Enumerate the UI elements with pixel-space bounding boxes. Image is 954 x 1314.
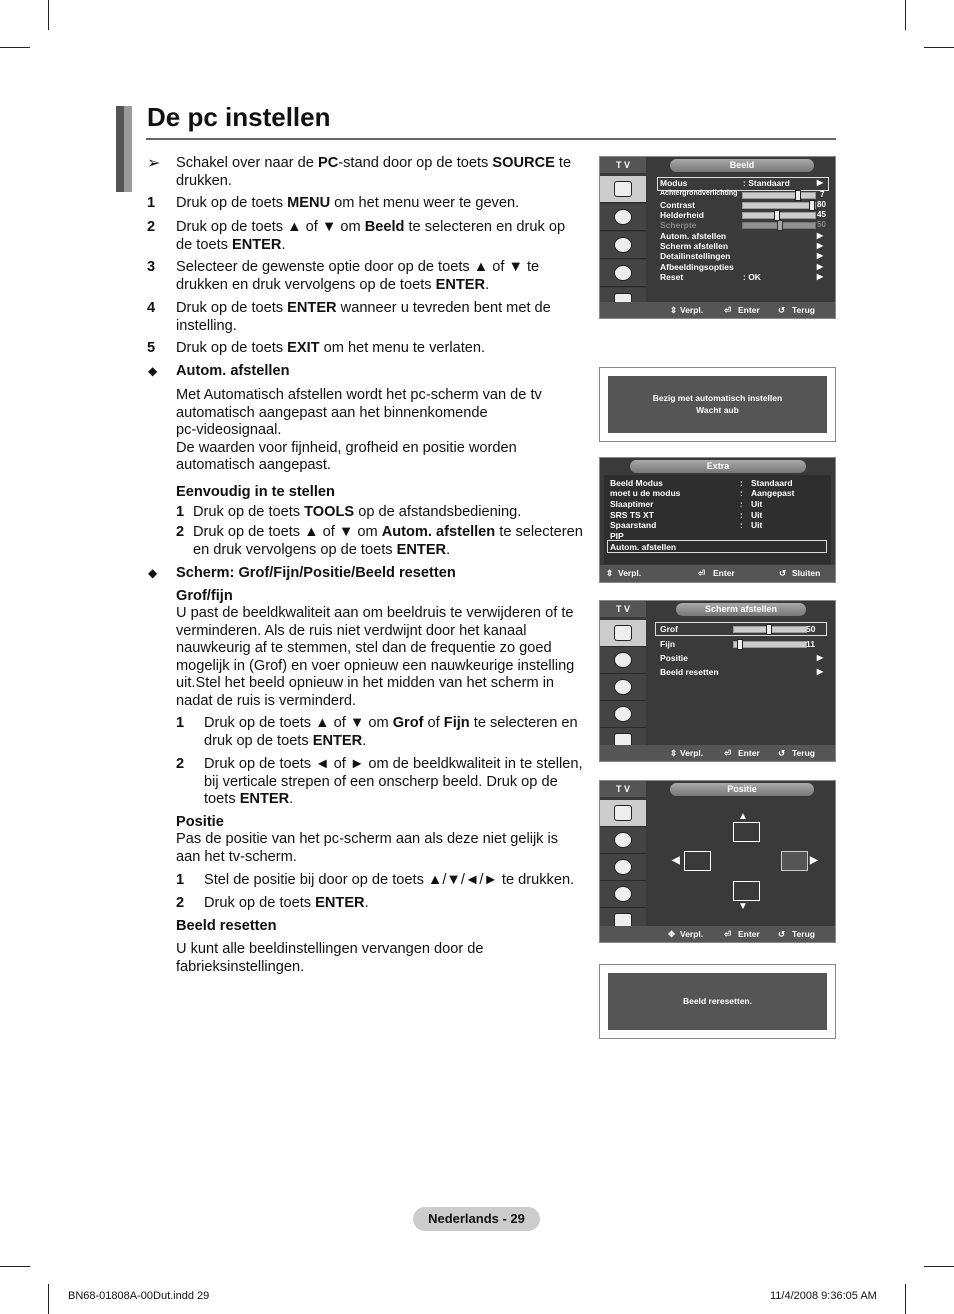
dialog-text: Beeld reresetten. [683, 996, 752, 1006]
extra-value: Aangepast [751, 488, 795, 498]
colon: : [740, 510, 743, 520]
footer-enter: Enter [738, 305, 760, 315]
step-number: 2 [176, 524, 185, 540]
menu-picture-icon[interactable] [600, 176, 646, 203]
osd-beeld-menu [599, 156, 836, 319]
extra-row[interactable]: moet u de modus [610, 488, 681, 498]
extra-row[interactable]: SRS TS XT [610, 510, 654, 520]
extra-value: Standaard [751, 478, 793, 488]
arrow-right-icon: ▶ [816, 272, 823, 281]
footer-move: Verpl. [680, 748, 704, 758]
extra-row-autom[interactable]: Autom. afstellen [610, 542, 677, 552]
crop-mark [924, 1266, 954, 1267]
slider-knob[interactable] [809, 200, 815, 211]
menu-sound-icon[interactable] [600, 204, 646, 231]
sub-heading: Eenvoudig in te stellen [176, 484, 335, 500]
footer-back: Terug [792, 748, 815, 758]
slider-value: 50 [817, 220, 826, 229]
return-icon: ↺ [778, 305, 786, 315]
step-number: 1 [176, 715, 185, 731]
extra-row[interactable]: Spaarstand [610, 520, 657, 530]
step-number: 4 [147, 300, 156, 316]
reset-description: U kunt alle beeldinstellingen vervangen door de fabrieksinstellingen. [176, 941, 484, 975]
osd-footer [600, 926, 835, 942]
position-down-icon[interactable]: ▼ [738, 901, 748, 912]
extra-value: Uit [751, 499, 763, 509]
extra-value: Uit [751, 520, 763, 530]
step-text: Druk op de toets TOOLS op de afstandsbediening. [193, 504, 522, 520]
footer-back: Terug [792, 305, 815, 315]
osd-header: Extra [630, 460, 806, 473]
menu-row-sharpness[interactable]: Scherpte [660, 220, 697, 230]
osd-footer [600, 745, 835, 761]
move-icon: ⇕ [670, 748, 678, 758]
footer-move: Verpl. [680, 305, 704, 315]
menu-sound-icon[interactable] [600, 647, 646, 674]
step-text: Druk op de toets EXIT om het menu te verlaten. [176, 340, 486, 356]
move-icon: ⇕ [670, 305, 678, 315]
footer-back: Terug [792, 929, 815, 939]
menu-setup-icon[interactable] [600, 260, 646, 287]
return-icon: ↺ [778, 748, 786, 758]
extra-value: Uit [751, 510, 763, 520]
footer-enter: Enter [738, 929, 760, 939]
osd-positie-menu [599, 780, 836, 943]
menu-setup-icon[interactable] [600, 881, 646, 908]
menu-row-positie[interactable]: Positie [660, 653, 688, 663]
menu-row-reset[interactable]: Beeld resetten [660, 667, 719, 677]
return-icon: ↺ [779, 568, 787, 578]
menu-setup-icon[interactable] [600, 701, 646, 728]
osd-scherm-menu [599, 600, 836, 762]
menu-row-value: : OK [743, 272, 761, 282]
return-icon: ↺ [778, 929, 786, 939]
position-left-frame [684, 851, 711, 871]
fine-slider[interactable] [733, 641, 807, 648]
tv-label: T V [600, 157, 646, 173]
menu-sound-icon[interactable] [600, 827, 646, 854]
step-number: 1 [176, 504, 185, 520]
slider-value: 80 [817, 200, 826, 209]
crop-mark [0, 1266, 30, 1267]
crop-mark [924, 47, 954, 48]
menu-row-scherm[interactable]: Scherm afstellen [660, 241, 729, 251]
move-icon: ✥ [668, 929, 676, 939]
menu-picture-icon[interactable] [600, 620, 646, 647]
footer-move: Verpl. [680, 929, 704, 939]
crop-mark [905, 0, 906, 30]
step-number: 2 [176, 895, 185, 911]
enter-icon: ⏎ [724, 748, 732, 758]
sub-heading: Beeld resetten [176, 918, 277, 934]
osd-footer [600, 565, 835, 582]
osd-footer [600, 302, 835, 318]
enter-icon: ⏎ [724, 929, 732, 939]
footer-close: Sluiten [792, 568, 821, 578]
contrast-slider[interactable] [742, 202, 816, 209]
brightness-slider[interactable] [742, 212, 816, 219]
sharpness-slider[interactable] [742, 222, 816, 229]
slider-value: 11 [806, 639, 815, 649]
slider-value: 45 [817, 210, 826, 219]
colon: : [740, 520, 743, 530]
menu-row-autom[interactable]: Autom. afstellen [660, 231, 727, 241]
crop-mark [0, 47, 30, 48]
autom-progress-dialog [599, 367, 836, 442]
footer-enter: Enter [738, 748, 760, 758]
arrow-right-icon: ▶ [816, 262, 823, 271]
dialog-text: Bezig met automatisch instellen [652, 393, 783, 403]
dialog-body [608, 973, 827, 1030]
menu-channel-icon[interactable] [600, 854, 646, 881]
arrow-right-icon: ▶ [816, 178, 823, 187]
tv-label: T V [600, 601, 646, 617]
page-title: De pc instellen [147, 102, 331, 132]
menu-row-value: : Standaard [743, 178, 790, 188]
colon: : [740, 478, 743, 488]
menu-row-contrast[interactable]: Contrast [660, 200, 695, 210]
extra-row[interactable]: Slaaptimer [610, 499, 654, 509]
file-info: BN68-01808A-00Dut.indd 29 [68, 1290, 210, 1302]
intro-arrow-icon: ➢ [147, 155, 161, 172]
reset-dialog [599, 964, 836, 1039]
coarse-slider[interactable] [733, 626, 807, 633]
section-heading: Autom. afstellen [176, 363, 290, 379]
footer-move: Verpl. [618, 568, 642, 578]
intro-text: Schakel over naar de PC-stand door op de toets SOURCE te drukken. [176, 155, 572, 189]
menu-channel-icon[interactable] [600, 674, 646, 701]
tv-label: T V [600, 781, 646, 797]
arrow-right-icon: ▶ [816, 241, 823, 250]
page-number-badge: Nederlands - 29 [413, 1207, 540, 1231]
colon: : [740, 499, 743, 509]
grof-description: U past de beeldkwaliteit aan om beeldruis te verwijderen of te verminderen. Als de ruis niet verdwijnt door het kanaal nauwkeurig af te stemmen, stel dan de frequentie zo goed mogelijk in (Grof) en voer opnieuw een nauwkeurige instelling uit.Stel het beeld opnieuw in het midden van het scherm in nadat de ruis is verminderd. [176, 605, 575, 709]
crop-mark [905, 1284, 906, 1314]
position-down-frame [733, 881, 760, 901]
extra-row[interactable]: PIP [610, 531, 624, 541]
slider-value: 7 [820, 190, 825, 199]
title-accent [124, 106, 132, 192]
osd-header: Scherm afstellen [676, 603, 806, 616]
osd-header: Positie [670, 783, 814, 796]
step-number: 1 [147, 195, 156, 211]
section-heading: Scherm: Grof/Fijn/Positie/Beeld resetten [176, 565, 456, 581]
autom-description: Met Automatisch afstellen wordt het pc-scherm van de tv automatisch aangepast aan het binnenkomende pc-videosignaal. De waarden voor fijnheid, grofheid en positie worden automatisch aangepast. [176, 387, 542, 473]
crop-mark [48, 0, 49, 30]
diamond-bullet-icon: ◆ [148, 566, 158, 580]
position-right-frame [781, 851, 808, 871]
sub-heading: Positie [176, 814, 224, 830]
backlight-slider[interactable] [742, 192, 816, 199]
positie-description: Pas de positie van het pc-scherm aan als deze niet gelijk is aan het tv-scherm. [176, 831, 559, 865]
arrow-right-icon: ▶ [816, 231, 823, 240]
print-date: 11/4/2008 9:36:05 AM [770, 1290, 877, 1302]
dialog-body [608, 376, 827, 433]
position-right-icon[interactable]: ▶ [810, 855, 818, 866]
title-rule [146, 138, 836, 140]
menu-picture-icon[interactable] [600, 800, 646, 827]
arrow-right-icon: ▶ [816, 667, 823, 676]
menu-row-modus[interactable]: Modus [660, 178, 688, 188]
step-text: Druk op de toets ▲ of ▼ om Autom. afstellen te selecteren en druk vervolgens op de toets ENTER. [193, 524, 583, 558]
step-number: 2 [176, 756, 185, 772]
osd-extra-menu [599, 457, 836, 583]
step-text: Druk op de toets ◄ of ► om de beeldkwaliteit in te stellen, bij verticale strepen of een onscherp beeld. Druk op de toets ENTER. [204, 756, 583, 807]
step-text: Druk op de toets MENU om het menu weer te geven. [176, 195, 520, 211]
crop-mark [48, 1284, 49, 1314]
step-text: Druk op de toets ENTER. [204, 895, 369, 911]
step-number: 3 [147, 259, 156, 275]
extra-row[interactable]: Beeld Modus [610, 478, 663, 488]
step-text: Druk op de toets ▲ of ▼ om Grof of Fijn te selecteren en druk op de toets ENTER. [204, 715, 578, 749]
step-text: Stel de positie bij door op de toets ▲/▼/◄/► te drukken. [204, 872, 575, 888]
slider-knob[interactable] [737, 639, 743, 650]
move-icon: ⇕ [606, 568, 614, 578]
menu-channel-icon[interactable] [600, 232, 646, 259]
position-left-icon[interactable]: ◀ [672, 855, 680, 866]
arrow-right-icon: ▶ [816, 251, 823, 260]
menu-row-options[interactable]: Afbeeldingsopties [660, 262, 734, 272]
sub-heading: Grof/fijn [176, 588, 233, 604]
menu-row-backlight[interactable]: Achtergrondverlichting [660, 190, 738, 197]
osd-header: Beeld [670, 159, 814, 172]
slider-knob[interactable] [766, 624, 772, 635]
step-number: 2 [147, 219, 156, 235]
position-up-frame [733, 822, 760, 842]
position-up-icon[interactable]: ▲ [738, 811, 748, 822]
step-text: Selecteer de gewenste optie door op de toets ▲ of ▼ te drukken en druk vervolgens op de toets ENTER. [176, 259, 540, 293]
step-number: 5 [147, 340, 156, 356]
colon: : [740, 488, 743, 498]
menu-row-detail[interactable]: Detailinstellingen [660, 251, 731, 261]
slider-knob[interactable] [795, 190, 801, 201]
menu-row-brightness[interactable]: Helderheid [660, 210, 704, 220]
menu-row-grof[interactable]: Grof [660, 624, 678, 634]
enter-icon: ⏎ [698, 568, 706, 578]
menu-row-fijn[interactable]: Fijn [660, 639, 676, 649]
diamond-bullet-icon: ◆ [148, 364, 158, 378]
arrow-right-icon: ▶ [816, 653, 823, 662]
dialog-text: Wacht aub [696, 405, 739, 415]
slider-value: 50 [806, 624, 816, 634]
step-text: Druk op de toets ▲ of ▼ om Beeld te selecteren en druk op de toets ENTER. [176, 219, 566, 253]
slider-knob[interactable] [777, 220, 783, 231]
step-text: Druk op de toets ENTER wanneer u tevreden bent met de instelling. [176, 300, 551, 334]
step-number: 1 [176, 872, 185, 888]
footer-enter: Enter [713, 568, 735, 578]
enter-icon: ⏎ [724, 305, 732, 315]
menu-row-reset[interactable]: Reset [660, 272, 684, 282]
